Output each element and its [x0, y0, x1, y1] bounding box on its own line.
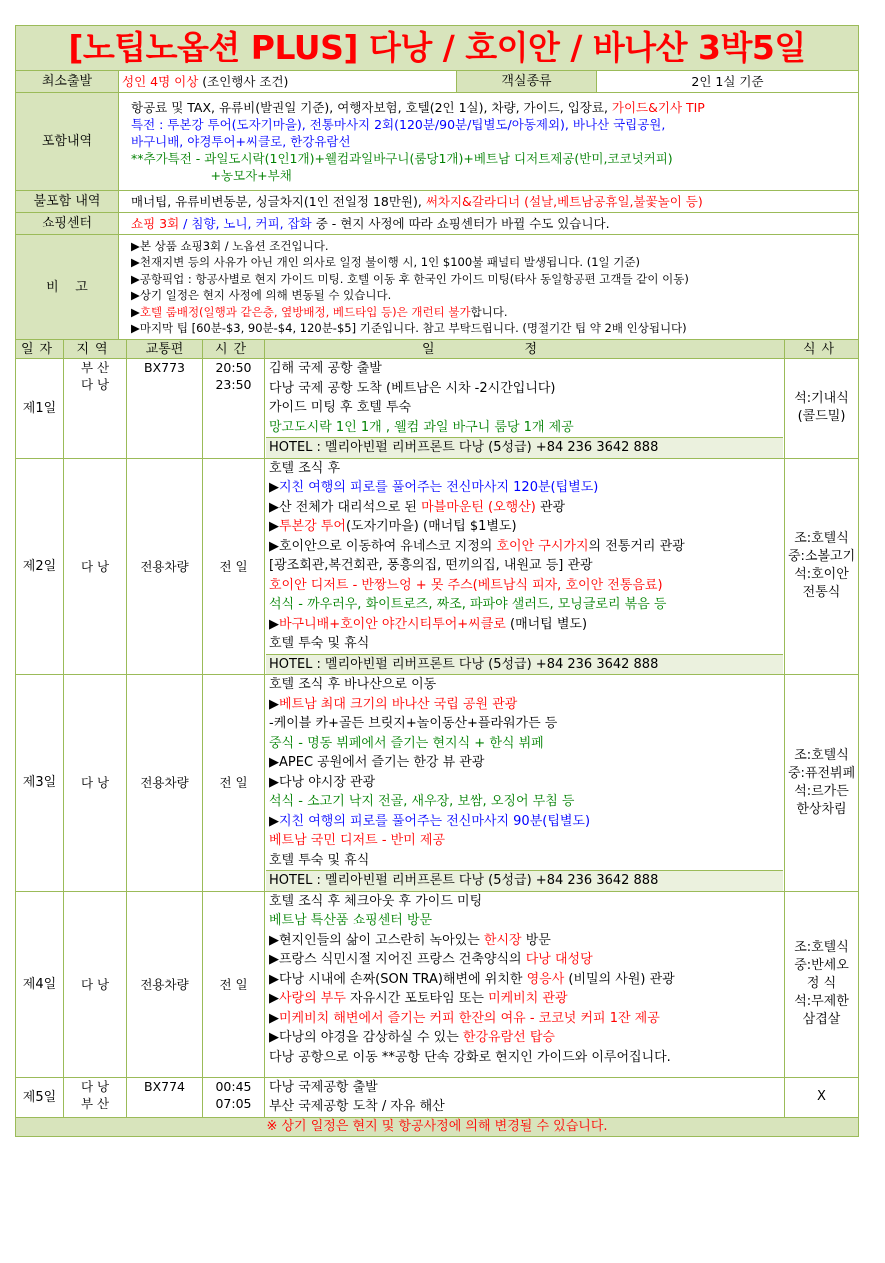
text-segment: 특전 : 투본강 투어(도자기마을), 전통마사지 2회(120분/90분/팁별도/아동제외), 바나산 국립공원, — [131, 117, 666, 132]
day-meal — [785, 1077, 859, 1117]
shopping-rest: 중 - 현지 사정에 따라 쇼핑센터가 바뀔 수도 있습니다. — [311, 216, 610, 231]
text-segment: 베트남 특산품 쇼핑센터 방문 — [269, 913, 433, 928]
meal-item: 석:르가든 — [794, 783, 849, 799]
time-value: 전 일 — [219, 775, 248, 791]
schedule-table — [15, 339, 859, 1137]
text-segment: 지친 여행의 피로를 풀어주는 전신마사지 90분(팁별도) — [279, 813, 591, 829]
text-segment: 김해 국제 공항 출발 — [269, 361, 382, 376]
text-segment: 호텔 룸배정(일행과 같은층, 옆방배정, 베드타입 등)은 개런티 불가 — [139, 304, 471, 319]
itinerary-line — [269, 615, 780, 635]
itinerary-line — [269, 950, 780, 970]
header-meal: 식사 — [785, 340, 859, 359]
region-name: 다 낭 — [80, 558, 110, 574]
text-segment: 사랑의 부두 — [279, 991, 346, 1006]
time-value: 23:50 — [215, 377, 252, 392]
hotel-line: HOTEL : 멜리아빈펄 리버프론트 다낭 (5성급) +84 236 3642 888 — [266, 437, 783, 458]
min-departure-label: 최소출발 — [16, 71, 119, 93]
day-meal — [785, 891, 859, 1077]
text-segment: 석식 - 까우러우, 화이트로즈, 짜조, 파파야 샐러드, 모닝글로리 볶음 등 — [269, 597, 667, 612]
schedule-header — [16, 340, 859, 359]
day-row — [16, 1077, 859, 1117]
text-segment: 관광 — [535, 499, 566, 515]
region-name: 부 산 — [80, 1095, 110, 1111]
text-segment: 호텔 투숙 및 휴식 — [269, 852, 370, 868]
itinerary-line — [269, 1028, 780, 1048]
meal-item: 중:반세오 — [794, 958, 849, 973]
text-segment: [광조회관,복건회관, 풍흥의집, 떤끼의집, 내원교 등] 관광 — [269, 558, 593, 573]
text-segment: ▶현지인들의 삶이 고스란히 녹아있는 — [269, 932, 484, 948]
day-label: 제5일 — [16, 1077, 64, 1117]
text-segment: (도자기마을) (매너팁 $1별도) — [345, 519, 517, 534]
time-value: 07:05 — [215, 1095, 252, 1111]
include-line — [131, 133, 855, 150]
shopping-count: 쇼핑 3회 — [131, 216, 180, 231]
day-region — [64, 891, 127, 1077]
text-segment: 바구니배, 야경투어+씨클로, 한강유람선 — [131, 134, 351, 149]
text-segment: 마블마운틴 (오행산) — [421, 499, 536, 515]
text-segment: 항공료 및 TAX, 유류비(발권일 기준), 여행자보험, 호텔(2인 1실), 차량, 가이드, 입장료, — [131, 100, 612, 115]
text-segment: 가이드&기사 TIP — [611, 100, 705, 115]
remark-line — [131, 271, 855, 288]
day-row — [16, 675, 859, 892]
time-value: 20:50 — [215, 360, 252, 375]
text-segment: 미케비치 해변에서 즐기는 커피 한잔의 여유 - 코코넛 커피 1잔 제공 — [279, 1010, 660, 1026]
itinerary-line — [269, 812, 780, 832]
meal-item: 중:소볼고기 — [788, 549, 856, 565]
text-segment: ▶상기 일정은 현지 사정에 의해 변동될 수 있습니다. — [131, 288, 392, 302]
text-segment: 다낭 국제 공항 도착 (베트남은 시차 -2시간입니다) — [269, 380, 556, 396]
itinerary-line — [269, 459, 780, 479]
itinerary-sheet — [15, 25, 858, 1137]
meal-item: 한상차림 — [796, 801, 847, 817]
include-line — [131, 99, 855, 116]
day-time — [203, 891, 265, 1077]
itinerary-line — [269, 734, 780, 754]
meal-item: 정 식 — [806, 976, 837, 991]
itinerary-line — [269, 418, 780, 438]
text-segment: -케이블 카+골든 브릿지+놀이동산+플라워가든 등 — [269, 716, 558, 731]
day-label: 제1일 — [16, 359, 64, 459]
itinerary-line — [269, 773, 780, 793]
text-segment: ▶공항픽업 : 항공사별로 현지 가이드 미팅. 호텔 이동 후 한국인 가이드 미팅(타사 동일항공편 고객들 같이 이동) — [131, 271, 689, 286]
region-name: 다 낭 — [80, 1078, 110, 1094]
day-row — [16, 891, 859, 1077]
exclude-label: 불포함 내역 — [16, 191, 119, 213]
hotel-line: HOTEL : 멜리아빈펄 리버프론트 다낭 (5성급) +84 236 3642 888 — [266, 654, 783, 675]
header-region: 지역 — [64, 340, 127, 359]
text-segment: 바구니배+호이안 야간시티투어+씨클로 — [279, 616, 506, 632]
itinerary-line — [269, 595, 780, 615]
text-segment: **추가특전 - 과일도시락(1인1개)+웰컴과일바구니(룸당1개)+베트남 디저트제공(반미,코코넛커피) — [131, 151, 673, 166]
meal-item: 조:호텔식 — [794, 747, 849, 763]
day-itinerary — [265, 891, 785, 1077]
day-itinerary — [265, 675, 785, 892]
day-label: 제3일 — [16, 675, 64, 892]
min-departure-value — [119, 71, 457, 93]
footer-note: ※ 상기 일정은 현지 및 항공사정에 의해 변경될 수 있습니다. — [16, 1117, 859, 1136]
meal-item: 중:퓨전뷔페 — [788, 765, 856, 781]
day-time — [203, 1077, 265, 1117]
text-segment: 베트남 국민 디저트 - 반미 제공 — [269, 833, 446, 848]
room-type-label: 객실종류 — [457, 71, 597, 93]
remark-line — [131, 254, 855, 271]
time-value: 00:45 — [215, 1078, 252, 1094]
itinerary-line — [269, 931, 780, 951]
text-segment: ▶ — [269, 480, 279, 495]
day-label: 제4일 — [16, 891, 64, 1077]
text-segment: (매너팁 별도) — [505, 616, 588, 632]
region-name: 부 산 — [80, 360, 110, 375]
day-itinerary — [265, 359, 785, 459]
itinerary-line — [269, 379, 780, 399]
itinerary-line — [269, 556, 780, 576]
text-segment: 호텔 조식 후 바나산으로 이동 — [269, 677, 437, 692]
include-content — [119, 93, 859, 191]
remark-content — [119, 235, 859, 340]
time-value: 전 일 — [219, 976, 248, 992]
remark-line — [131, 304, 855, 321]
remark-line — [131, 238, 855, 255]
day-region — [64, 675, 127, 892]
itinerary-line — [269, 576, 780, 596]
region-name: 다 낭 — [80, 377, 110, 392]
text-segment: (비밀의 사원) 관광 — [564, 971, 675, 987]
meal-item: 전통식 — [802, 585, 841, 601]
remark-label: 비 고 — [16, 235, 119, 340]
itinerary-line — [269, 831, 780, 851]
header-day: 일자 — [16, 340, 64, 359]
exclude-red: 써차지&갈라디너 (설날,베트남공휴일,불꽃놀이 등) — [425, 194, 703, 209]
remark-lines — [131, 238, 855, 337]
text-segment: 망고도시락 1인 1개 , 웰컴 과일 바구니 룸당 1개 제공 — [269, 419, 574, 435]
text-segment: ▶ — [269, 519, 279, 534]
text-segment: 지친 여행의 피로를 풀어주는 전신마사지 120분(팁별도) — [279, 480, 599, 495]
itinerary-line — [269, 851, 780, 871]
text-segment: ▶산 전체가 대리석으로 된 — [269, 499, 422, 515]
itinerary-line — [269, 517, 780, 537]
text-segment: 호텔 조식 후 체크아웃 후 가이드 미팅 — [269, 893, 483, 909]
region-name: 다 낭 — [80, 775, 110, 791]
meal-item: (콜드밀) — [797, 409, 846, 425]
day-transport: 전용차량 — [127, 891, 203, 1077]
itinerary-line — [269, 498, 780, 518]
text-segment: ▶다낭 시내에 손짜(SON TRA)해변에 위치한 — [269, 971, 527, 987]
itinerary-line — [269, 634, 780, 654]
day-row — [16, 359, 859, 459]
itinerary-line — [269, 753, 780, 773]
header-transport: 교통편 — [127, 340, 203, 359]
text-segment: 자유시간 포토타임 또는 — [345, 991, 489, 1006]
day-meal — [785, 675, 859, 892]
text-segment: ▶ — [269, 991, 279, 1006]
itinerary-line — [269, 1009, 780, 1029]
text-segment: ▶ — [131, 304, 140, 319]
time-value: 전 일 — [219, 558, 248, 574]
itinerary-line — [269, 989, 780, 1009]
text-segment: 다낭 공항으로 이동 **공항 단속 강화로 현지인 가이드와 이루어집니다. — [269, 1049, 671, 1065]
min-departure-red: 성인 4명 이상 — [122, 74, 199, 89]
day-time — [203, 458, 265, 675]
text-segment: 다낭 국제공항 출발 — [269, 1079, 378, 1095]
meal-item: 조:호텔식 — [794, 940, 849, 955]
exclude-content — [119, 191, 859, 213]
text-segment: 석식 - 소고기 낙지 전골, 새우장, 보쌈, 오징어 무침 등 — [269, 794, 575, 809]
day-rows — [16, 359, 859, 1118]
exclude-text: 매너팁, 유류비변동분, 싱글차지(1인 전일정 18만원), — [131, 194, 426, 209]
day-label: 제2일 — [16, 458, 64, 675]
include-line — [131, 150, 855, 167]
day-itinerary — [265, 1077, 785, 1117]
room-type-value: 2인 1실 기준 — [597, 71, 859, 93]
itinerary-line — [269, 1097, 780, 1117]
shopping-items: / 침향, 노니, 커피, 잡화 — [179, 216, 312, 231]
itinerary-line — [269, 478, 780, 498]
meal-item: 석:무제한 — [794, 994, 849, 1009]
text-segment: ▶프랑스 식민시절 지어진 프랑스 건축양식의 — [269, 952, 526, 967]
text-segment: 한강유람선 탑승 — [462, 1030, 555, 1045]
itinerary-line — [269, 537, 780, 557]
include-lines — [131, 99, 855, 184]
region-name: 다 낭 — [80, 976, 110, 992]
text-segment: 다낭 대성당 — [525, 952, 593, 967]
text-segment: 중식 - 명동 뷔페에서 즐기는 현지식 + 한식 뷔페 — [269, 735, 544, 751]
itinerary-line — [269, 398, 780, 418]
meal-item: 석:기내식 — [794, 391, 849, 407]
text-segment: 베트남 최대 크기의 바나산 국립 공원 관광 — [279, 696, 518, 712]
page-title: [노팁노옵션 PLUS] 다낭 / 호이안 / 바나산 3박5일 — [16, 26, 859, 71]
text-segment: ▶다낭의 야경을 감상하실 수 있는 — [269, 1030, 463, 1045]
meal-item: 석:호이안 — [794, 567, 849, 583]
include-line — [131, 116, 855, 133]
day-row — [16, 458, 859, 675]
text-segment: 호텔 조식 후 — [269, 460, 341, 476]
day-itinerary — [265, 458, 785, 675]
day-meal — [785, 458, 859, 675]
text-segment: 투본강 투어 — [279, 519, 346, 534]
day-transport: BX773 — [127, 359, 203, 459]
footer-note-row — [16, 1117, 859, 1136]
remark-line — [131, 287, 855, 304]
text-segment: 의 전통거리 관광 — [588, 538, 685, 554]
day-time — [203, 359, 265, 459]
shopping-label: 쇼핑센터 — [16, 213, 119, 235]
text-segment: 한시장 — [483, 932, 522, 948]
text-segment: ▶본 상품 쇼핑3회 / 노옵션 조건입니다. — [131, 238, 329, 253]
itinerary-line — [269, 792, 780, 812]
day-transport: BX774 — [127, 1077, 203, 1117]
text-segment: 방문 — [521, 932, 551, 948]
text-segment: ▶ — [269, 813, 279, 829]
header-itinerary: 일정 — [265, 340, 785, 359]
day-time — [203, 675, 265, 892]
day-transport: 전용차량 — [127, 675, 203, 892]
text-segment: 호텔 투숙 및 휴식 — [269, 636, 370, 651]
text-segment: ▶마지막 팁 [60분-$3, 90분-$4, 120분-$5] 기준입니다. 참고 부탁드립니다. (명절기간 팁 약 2배 인상됩니다) — [131, 321, 687, 335]
text-segment: 호이안 구시가지 — [496, 538, 589, 554]
day-region — [64, 359, 127, 459]
day-region — [64, 1077, 127, 1117]
hotel-line: HOTEL : 멜리아빈펄 리버프론트 다낭 (5성급) +84 236 3642 888 — [266, 870, 783, 891]
itinerary-line — [269, 1048, 780, 1068]
include-line — [131, 167, 855, 184]
itinerary-line — [269, 359, 780, 379]
include-label: 포함내역 — [16, 93, 119, 191]
text-segment: 호이안 디저트 - 반짱느엉 + 못 주스(베트남식 피자, 호이안 전통음료) — [269, 577, 663, 593]
text-segment: ▶APEC 공원에서 즐기는 한강 뷰 관광 — [269, 755, 485, 770]
itinerary-line — [269, 675, 780, 695]
meal-item: X — [817, 1089, 826, 1104]
meal-item: 삼겹살 — [802, 1012, 841, 1027]
meal-item: 조:호텔식 — [794, 531, 849, 547]
info-table — [15, 25, 859, 340]
text-segment: ▶ — [269, 1010, 279, 1026]
text-segment: 합니다. — [470, 304, 508, 319]
text-segment: ▶ — [269, 696, 279, 712]
text-segment: 부산 국제공항 도착 / 자유 해산 — [269, 1099, 445, 1114]
text-segment: ▶호이안으로 이동하여 유네스코 지정의 — [269, 538, 497, 554]
text-segment: 영응사 — [526, 971, 565, 987]
text-segment: ▶ — [269, 616, 279, 632]
text-segment: ▶다낭 야시장 관광 — [269, 774, 376, 790]
itinerary-line — [269, 714, 780, 734]
day-meal — [785, 359, 859, 459]
min-departure-rest: (조인행사 조건) — [198, 74, 289, 89]
header-time: 시간 — [203, 340, 265, 359]
remark-line — [131, 320, 855, 337]
day-transport: 전용차량 — [127, 458, 203, 675]
day-region — [64, 458, 127, 675]
itinerary-line — [269, 695, 780, 715]
shopping-content — [119, 213, 859, 235]
itinerary-line — [269, 911, 780, 931]
text-segment: 가이드 미팅 후 호텔 투숙 — [269, 400, 412, 415]
itinerary-line — [269, 970, 780, 990]
itinerary-line — [269, 1078, 780, 1098]
text-segment: +농모자+부채 — [131, 168, 292, 183]
itinerary-line — [269, 892, 780, 912]
text-segment: 미케비치 관광 — [488, 991, 568, 1006]
text-segment: ▶천재지변 등의 사유가 아닌 개인 의사로 일정 불이행 시, 1인 $100불 패널티 발생됩니다. (1일 기준) — [131, 255, 641, 269]
